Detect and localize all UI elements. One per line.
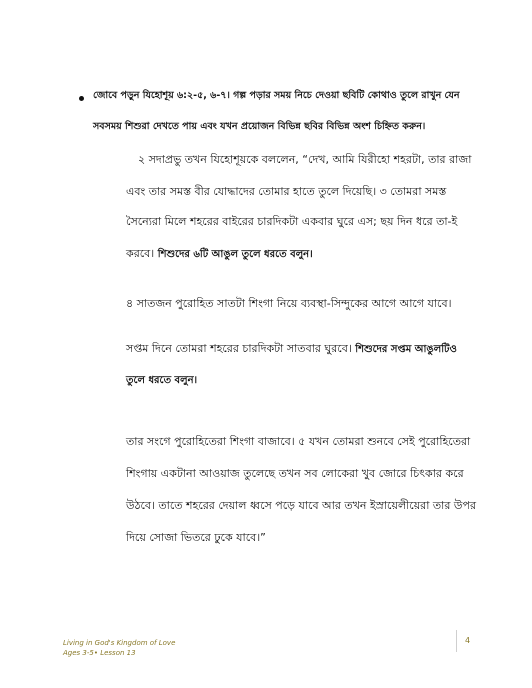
paragraph-1-instruction: শিশুদের ৬টি আঙুল তুলে ধরতে বলুন। [157,249,313,260]
paragraph-2-instruction-cont: তুলে ধরতে বলুন। [126,375,198,386]
bullet-instruction-line-2: সবসময় শিশুরা দেখতে পায় এবং যখন প্রয়োজন বিভিন্ন ছবির বিভিন্ন অংশ চিহ্নিত করুন। [93,121,426,132]
footer-divider [456,630,457,652]
paragraph-3-line-2: শিংগায় একটানা আওয়াজ তুলেছে তখন সব লোকেরা খুব জোরে চিৎকার করে [126,467,464,480]
paragraph-1-line-4-text: করবে। [126,247,158,260]
footer-lesson: Ages 3-5• Lesson 13 [63,649,136,657]
paragraph-1-line-4 [126,245,313,264]
paragraph-3-line-1: তার সংগে পুরোহিতেরা শিংগা বাজাবে। ৫ যখন তোমরা শুনবে সেই পুরোহিতেরা [126,435,471,448]
paragraph-1-line-2: এবং তার সমস্ত বীর যোদ্ধাদের তোমার হাতে তুলে দিয়েছি। ৩ তোমরা সমস্ত [126,185,447,198]
paragraph-3-line-3: উঠবে। তাতে শহরের দেয়াল ধ্বসে পড়ে যাবে আর তখন ইস্রায়েলীয়েরা তার উপর [126,499,476,512]
paragraph-2-instruction: শিশুদের সপ্তম আঙুলটিও [355,344,457,355]
bullet-icon [79,96,84,101]
paragraph-2-line-1: ৪ সাতজন পুরোহিত সাতটা শিংগা নিয়ে ব্যবস্থা-সিন্দুকের আগে আগে যাবে। [126,297,452,310]
footer [63,638,175,658]
page-number: 4 [465,636,471,645]
paragraph-1-line-3: সৈন্যেরা মিলে শহরের বাইরের চারদিকটা একবার ঘুরে এস; ছয় দিন ধরে তা-ই [126,215,458,228]
footer-title: Living in God's Kingdom of Love [63,639,176,647]
paragraph-2-line-2-text: সপ্তম দিনে তোমরা শহরের চারদিকটা সাতবার ঘুরবে। [126,342,356,355]
paragraph-2-line-2 [126,340,457,359]
paragraph-1-line-1: ২ সদাপ্রভু তখন যিহোশূয়কে বললেন, “দেখ, আমি যিরীহো শহরটা, তার রাজা [138,153,472,166]
bullet-instruction-line-1: জোবে পড়ুন যিহোশূয় ৬:২-৫, ৬-৭। গল্প পড়ার সময় নিচে দেওয়া ছবিটি কোথাও তুলে রাখুন যেন [93,90,460,101]
paragraph-3-line-4: দিয়ে সোজা ভিতরে ঢুকে যাবে।” [126,531,266,544]
